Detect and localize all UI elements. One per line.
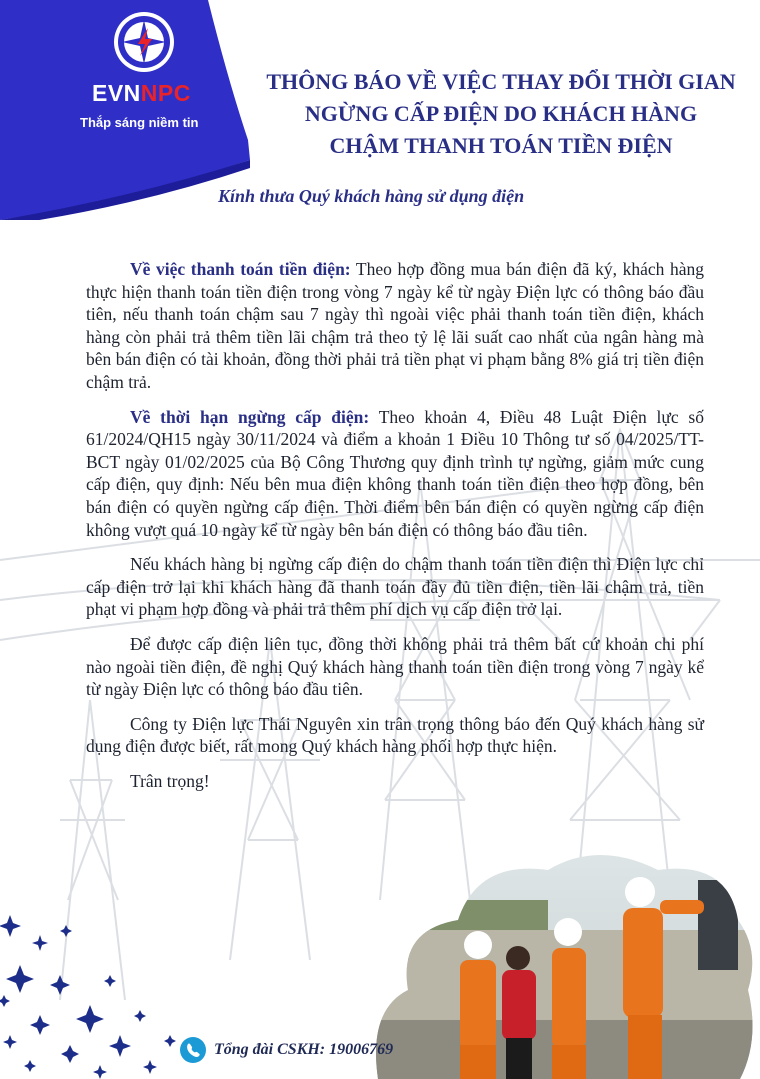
hotline-text: Tổng đài CSKH: 19006769 [214,1041,394,1058]
paragraph-lead: Về việc thanh toán tiền điện: [130,259,351,279]
title-line: THÔNG BÁO VỀ VIỆC THAY ĐỔI THỜI GIAN [266,69,736,94]
phone-icon [180,1037,206,1063]
brand-slogan: Thắp sáng niềm tin [80,115,199,130]
paragraph-suspension [86,406,704,542]
brand-name-part1: EVN [92,80,141,106]
hotline [180,1037,393,1063]
page-title [248,66,754,162]
title-line: CHẬM THANH TOÁN TIỀN ĐIỆN [329,133,673,158]
title-line: NGỪNG CẤP ĐIỆN DO KHÁCH HÀNG [304,101,698,126]
brand-name-part2: NPC [140,80,191,106]
closing: Trân trọng! [130,770,210,791]
paragraph-text: Theo khoản 4, Điều 48 Luật Điện lực số 61/2024/QH15 ngày 30/11/2024 và điểm a khoản 1 Điều 10 Thông tư số 04/2025/TT-BCT ngày 01/02/2025 của Bộ Công Thương quy định trình tự ngừng, giảm mức cung cấp điện, quy định: Nếu bên mua điện không thanh toán tiền điện theo hợp đồng, bên bán điện có quyền ngừng cấp điện. Thời điểm bên bán điện có quyền ngừng cấp điện không vượt quá 10 ngày kể từ ngày bên bán điện có thông báo đầu tiên. [86,406,704,540]
paragraph-notice: Công ty Điện lực Thái Nguyên xin trân trọng thông báo đến Quý khách hàng sử dụng điện được biết, rất mong Quý khách hàng phối hợp thực hiện. [86,713,704,757]
paragraph-advice: Để được cấp điện liên tục, đồng thời không phải trả thêm bất cứ khoản chi phí nào ngoài tiền điện, đề nghị Quý khách hàng thanh toán tiền điện trong vòng 7 ngày kể từ ngày Điện lực có thông báo đầu tiên. [86,633,704,700]
brand-name [92,80,191,107]
paragraph-reconnect: Nếu khách hàng bị ngừng cấp điện do chậm thanh toán tiền điện thì Điện lực chỉ cấp điện trở lại khi khách hàng đã thanh toán đầy đủ tiền điện, tiền lãi chậm trả, tiền phạt vi phạm hợp đồng và phải trả thêm phí dịch vụ cấp điện trở lại. [86,554,704,620]
greeting: Kính thưa Quý khách hàng sử dụng điện [218,186,525,206]
paragraph-lead: Về thời hạn ngừng cấp điện: [130,406,370,427]
paragraph-text: Theo hợp đồng mua bán điện đã ký, khách hàng thực hiện thanh toán tiền điện trong vòng 7 ngày kể từ ngày Điện lực có thông báo đầu tiên, nếu thanh toán chậm sau 7 ngày thì ngoài việc phải thanh toán tiền điện, khách hàng còn phải trả thêm tiền lãi chậm trả theo tỷ lệ lãi suất cao nhất của ngân hàng mà bên bán điện có tài khoản, đồng thời phải trả tiền phạt vi phạm bằng 8% giá trị tiền điện chậm trả. [86,259,704,392]
evn-logo-icon [112,10,176,74]
workers-photo [368,840,760,1079]
paragraph-payment [86,258,704,394]
star-decoration-icon [0,895,190,1079]
notice-body [86,258,704,804]
